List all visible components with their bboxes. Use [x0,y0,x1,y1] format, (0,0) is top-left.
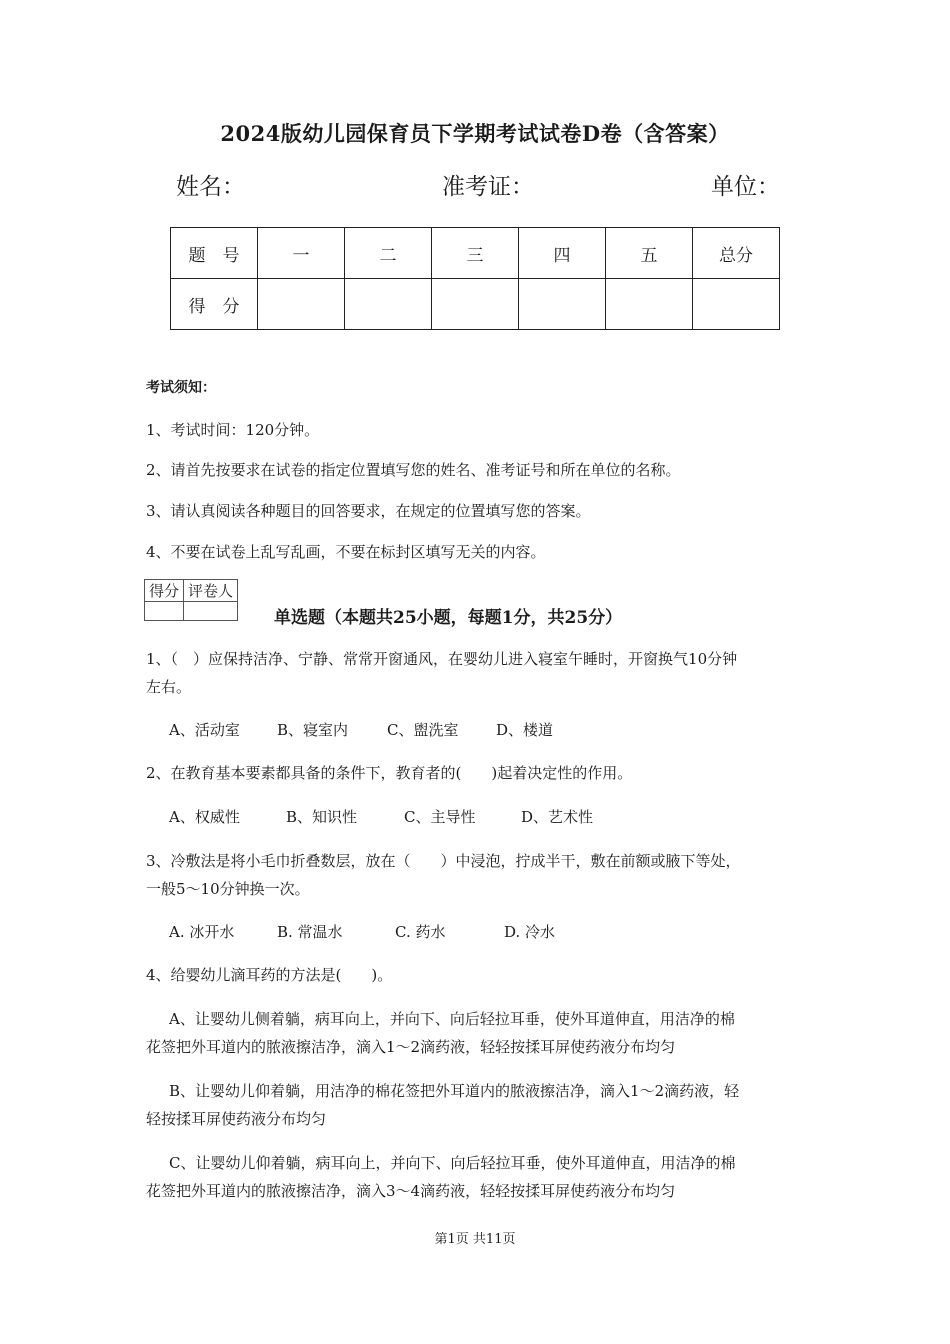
score-cell[interactable] [345,279,432,330]
option: B、寝室内 [277,721,349,739]
option: D. 冷水 [504,923,556,941]
option: A、活动室 [169,721,240,739]
score-col-2: 二 [345,228,432,279]
long-option: 花签把外耳道内的脓液擦洁净，滴入3～4滴药液，轻轻按揉耳屏使药液分布均匀 [146,1182,676,1200]
notice-item: 3、请认真阅读各种题目的回答要求，在规定的位置填写您的答案。 [146,502,591,520]
option: D、楼道 [496,721,554,739]
long-option: 轻按揉耳屏使药液分布均匀 [146,1110,327,1128]
score-col-total: 总分 [693,228,780,279]
score-col-3: 三 [432,228,519,279]
score-cell[interactable] [258,279,345,330]
page-footer: 第1页 共11页 [434,1232,516,1247]
option: B. 常温水 [277,923,343,941]
notice-item: 2、请首先按要求在试卷的指定位置填写您的姓名、准考证号和所在单位的名称。 [146,461,681,479]
question-stem: 左右。 [146,678,192,696]
page-title: 2024版幼儿园保育员下学期考试试卷D卷（含答案） [220,121,730,146]
question-number-header: 题 号 [171,228,258,279]
score-row-header: 得 分 [171,279,258,330]
option: C. 药水 [395,923,446,941]
score-col-4: 四 [519,228,606,279]
grader-score-cell[interactable] [145,602,184,621]
candidate-fields [176,168,780,204]
option: C、主导性 [404,808,476,826]
unit-label: 单位： [711,174,780,200]
long-option: B、让婴幼儿仰着躺，用洁净的棉花签把外耳道内的脓液擦洁净，滴入1～2滴药液，轻 [169,1082,740,1100]
score-col-1: 一 [258,228,345,279]
score-cell[interactable] [606,279,693,330]
notice-heading: 考试须知： [146,380,216,396]
question-stem: 1、（ ）应保持洁净、宁静、常常开窗通风，在婴幼儿进入寝室午睡时，开窗换气10分钟 [146,650,738,668]
score-cell[interactable] [519,279,606,330]
section-title: 单选题（本题共25小题，每题1分，共25分） [274,608,623,628]
option: B、知识性 [286,808,358,826]
option: A. 冰开水 [169,923,235,941]
exam-id-label: 准考证： [442,174,534,200]
question-stem: 4、给婴幼儿滴耳药的方法是( )。 [146,966,393,984]
grader-score-label: 得分 [145,580,184,602]
name-label: 姓名： [176,174,245,200]
grader-name-label: 评卷人 [184,580,238,602]
notice-item: 4、不要在试卷上乱写乱画，不要在标封区填写无关的内容。 [146,543,546,561]
score-col-5: 五 [606,228,693,279]
question-stem: 一般5～10分钟换一次。 [146,880,310,898]
score-table-score-row [171,279,780,330]
score-cell[interactable] [693,279,780,330]
long-option: A、让婴幼儿侧着躺，病耳向上，并向下、向后轻拉耳垂，使外耳道伸直，用洁净的棉 [169,1010,735,1028]
score-table-header-row [171,228,780,279]
option: D、艺术性 [521,808,594,826]
grader-box [144,579,238,621]
long-option: C、让婴幼儿仰着躺，病耳向上，并向下、向后轻拉耳垂，使外耳道伸直，用洁净的棉 [169,1154,736,1172]
question-stem: 2、在教育基本要素都具备的条件下，教育者的( )起着决定性的作用。 [146,764,633,782]
question-stem: 3、冷敷法是将小毛巾折叠数层，放在（ ）中浸泡，拧成半干，敷在前额或腋下等处， [146,852,741,870]
score-table [170,227,780,330]
notice-item: 1、考试时间：120分钟。 [146,421,320,439]
grader-name-cell[interactable] [184,602,238,621]
long-option: 花签把外耳道内的脓液擦洁净，滴入1～2滴药液，轻轻按揉耳屏使药液分布均匀 [146,1038,676,1056]
score-cell[interactable] [432,279,519,330]
option: C、盥洗室 [387,721,459,739]
option: A、权威性 [169,808,240,826]
